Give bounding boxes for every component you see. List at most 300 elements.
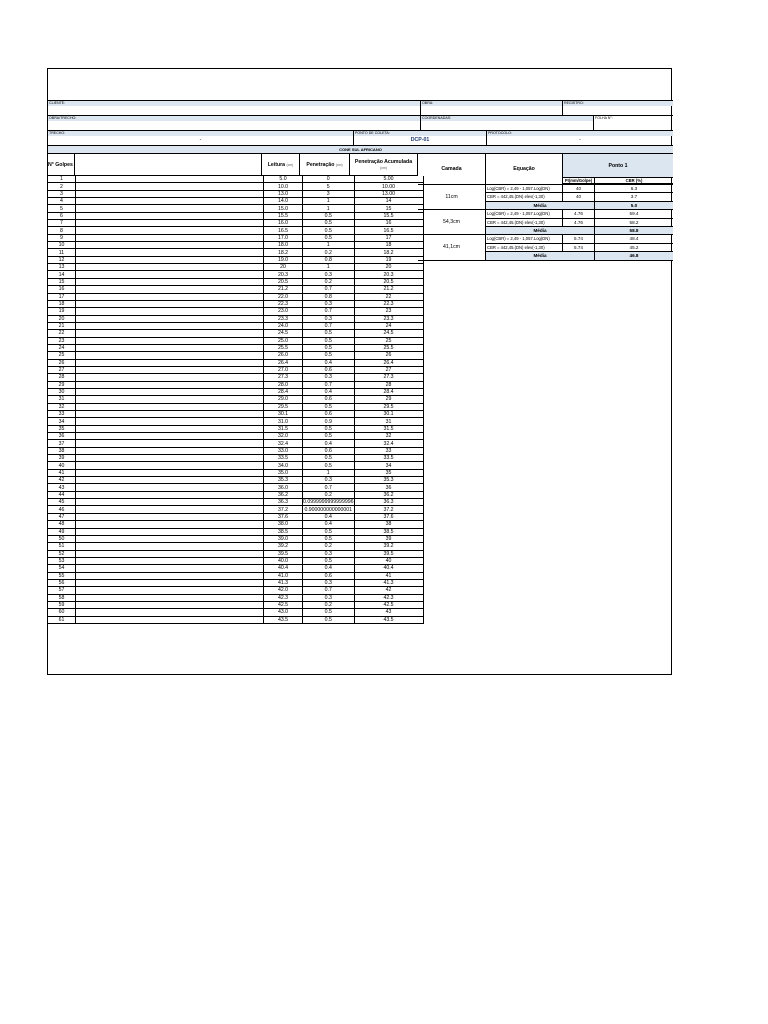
coordenadas-label: COORDENADAS: xyxy=(420,115,593,121)
acumulada-cell: 24.5 xyxy=(354,330,423,337)
leitura-cell: 24.5 xyxy=(264,330,303,337)
registro-label: REGISTRO: xyxy=(562,100,673,106)
leitura-cell: 36.2 xyxy=(264,491,303,498)
acumulada-cell: 18.2 xyxy=(354,249,423,256)
leitura-cell: 38.5 xyxy=(264,528,303,535)
penetracao-cell: 0.5 xyxy=(303,352,355,359)
golpes-cell: 25 xyxy=(48,352,76,359)
golpes-cell: 56 xyxy=(48,579,76,586)
golpes-cell: 30 xyxy=(48,388,76,395)
table-row xyxy=(48,499,423,506)
golpes-cell: 46 xyxy=(48,506,76,513)
golpes-cell: 39 xyxy=(48,455,76,462)
leitura-cell: 39.2 xyxy=(264,543,303,550)
acumulada-cell: 32 xyxy=(354,433,423,440)
golpes-cell: 42 xyxy=(48,477,76,484)
blank-cell xyxy=(76,256,264,263)
penetracao-cell: 0.4 xyxy=(303,565,355,572)
leitura-cell: 27.0 xyxy=(264,366,303,373)
table-row xyxy=(48,205,423,212)
blank-cell xyxy=(76,506,264,513)
col-acumulada-unit: (cm) xyxy=(380,166,387,170)
obra-value xyxy=(420,106,562,115)
golpes-cell: 7 xyxy=(48,220,76,227)
acumulada-cell: 16 xyxy=(354,220,423,227)
leitura-cell: 42.0 xyxy=(264,587,303,594)
golpes-cell: 4 xyxy=(48,198,76,205)
acumulada-cell: 34 xyxy=(354,462,423,469)
acumulada-cell: 28.4 xyxy=(354,388,423,395)
penetracao-cell: 0.6 xyxy=(303,396,355,403)
blank-cell xyxy=(76,315,264,322)
table-row xyxy=(48,440,423,447)
golpes-cell: 48 xyxy=(48,521,76,528)
penetracao-cell: 0.7 xyxy=(303,322,355,329)
leitura-cell: 34.0 xyxy=(264,462,303,469)
penetracao-cell: 5 xyxy=(303,183,355,190)
acumulada-cell: 33.5 xyxy=(354,455,423,462)
acumulada-cell: 13.00 xyxy=(354,190,423,197)
table-row xyxy=(48,176,423,183)
golpes-cell: 41 xyxy=(48,469,76,476)
leitura-cell: 41.3 xyxy=(264,579,303,586)
blank-cell xyxy=(76,440,264,447)
golpes-cell: 52 xyxy=(48,550,76,557)
leitura-cell: 22.0 xyxy=(264,293,303,300)
acumulada-cell: 22.3 xyxy=(354,300,423,307)
golpes-cell: 45 xyxy=(48,499,76,506)
golpes-cell: 51 xyxy=(48,543,76,550)
section-title: CONE SUL AFRICANO xyxy=(48,145,673,154)
leitura-cell: 33.0 xyxy=(264,447,303,454)
acumulada-cell: 20.5 xyxy=(354,278,423,285)
penetracao-cell: 1 xyxy=(303,469,355,476)
penetracao-cell: 0.7 xyxy=(303,381,355,388)
col-penetracao xyxy=(300,154,350,176)
golpes-cell: 2 xyxy=(48,183,76,190)
acumulada-cell: 20 xyxy=(354,264,423,271)
penetracao-cell: 0.0999999999999996 xyxy=(303,499,354,506)
penetration-table xyxy=(48,176,424,624)
acumulada-cell: 43 xyxy=(354,609,423,616)
golpes-cell: 58 xyxy=(48,594,76,601)
acumulada-cell: 16.5 xyxy=(354,227,423,234)
penetracao-cell: 1 xyxy=(303,242,355,249)
col-pi: PI(mm/Golpe) xyxy=(563,178,595,184)
blank-cell xyxy=(76,308,264,315)
penetracao-cell: 0.5 xyxy=(303,609,355,616)
col-penetracao-text: Penetração xyxy=(306,162,335,168)
leitura-cell: 23.0 xyxy=(264,308,303,315)
penetracao-cell: 0.4 xyxy=(303,359,355,366)
penetracao-cell: 0.5 xyxy=(303,227,355,234)
table-row xyxy=(48,557,423,564)
acumulada-cell: 23.3 xyxy=(354,315,423,322)
blank-cell xyxy=(76,462,264,469)
penetracao-cell: 0.3 xyxy=(303,477,355,484)
penetracao-cell: 0.5 xyxy=(303,535,355,542)
penetracao-cell: 0.7 xyxy=(303,286,355,293)
penetracao-cell: 0.6 xyxy=(303,411,355,418)
blank-cell xyxy=(76,477,264,484)
blank-cell xyxy=(76,374,264,381)
table-row xyxy=(48,550,423,557)
leitura-cell: 31.5 xyxy=(264,425,303,432)
penetracao-cell: 0 xyxy=(303,176,355,183)
protocolo-value: - xyxy=(486,136,673,145)
acumulada-cell: 36.2 xyxy=(354,491,423,498)
penetracao-cell: 0.5 xyxy=(303,425,355,432)
penetracao-cell: 0.2 xyxy=(303,543,355,550)
table-row xyxy=(48,190,423,197)
blank-cell xyxy=(76,484,264,491)
blank-cell xyxy=(76,455,264,462)
leitura-cell: 17.0 xyxy=(264,234,303,241)
acumulada-cell: 37.2 xyxy=(354,506,423,513)
table-row xyxy=(48,579,423,586)
leitura-cell: 30.1 xyxy=(264,411,303,418)
blank-cell xyxy=(76,601,264,608)
golpes-cell: 40 xyxy=(48,462,76,469)
equation-cell: CBR = 442,45.(DN) elev(-1,30) xyxy=(486,244,563,252)
table-row xyxy=(48,447,423,454)
table-row xyxy=(48,565,423,572)
blank-cell xyxy=(76,528,264,535)
title-area xyxy=(48,69,673,100)
cliente-label: CLIENTE: xyxy=(48,100,420,106)
golpes-cell: 34 xyxy=(48,418,76,425)
penetracao-cell: 0.5 xyxy=(303,337,355,344)
acumulada-cell: 36.3 xyxy=(354,499,423,506)
leitura-cell: 20 xyxy=(264,264,303,271)
cbr-cell: 58.2 xyxy=(595,219,673,227)
table-row xyxy=(48,337,423,344)
leitura-cell: 16.5 xyxy=(264,227,303,234)
leitura-cell: 28.4 xyxy=(264,388,303,395)
table-row xyxy=(48,271,423,278)
penetracao-cell: 0.6 xyxy=(303,447,355,454)
cbr-cell: 48.4 xyxy=(595,235,673,243)
penetracao-cell: 1 xyxy=(303,205,355,212)
equation-cell: Log(CBR) = 2,49 - 1,057.Log(DN) xyxy=(486,210,563,218)
acumulada-cell: 41.3 xyxy=(354,579,423,586)
blank-cell xyxy=(76,198,264,205)
leitura-cell: 25.5 xyxy=(264,344,303,351)
golpes-cell: 47 xyxy=(48,513,76,520)
penetracao-cell: 0.3 xyxy=(303,374,355,381)
blank-cell xyxy=(76,594,264,601)
blank-cell xyxy=(76,344,264,351)
leitura-cell: 36.3 xyxy=(264,499,303,506)
acumulada-cell: 42.3 xyxy=(354,594,423,601)
penetracao-cell: 0.5 xyxy=(303,330,355,337)
folha-value xyxy=(593,121,673,130)
penetracao-cell: 1 xyxy=(303,198,355,205)
acumulada-cell: 5.00 xyxy=(354,176,423,183)
penetracao-cell: 0.5 xyxy=(303,528,355,535)
golpes-cell: 13 xyxy=(48,264,76,271)
leitura-cell: 43.5 xyxy=(264,616,303,623)
golpes-cell: 35 xyxy=(48,425,76,432)
acumulada-cell: 25.5 xyxy=(354,344,423,351)
penetracao-cell: 0.7 xyxy=(303,308,355,315)
table-row xyxy=(48,601,423,608)
report-sheet xyxy=(47,68,672,675)
leitura-cell: 15.5 xyxy=(264,212,303,219)
acumulada-cell: 25 xyxy=(354,337,423,344)
table-row xyxy=(48,425,423,432)
col-equacao: Equação xyxy=(486,154,563,184)
coordenadas-value xyxy=(420,121,593,130)
table-row xyxy=(48,506,423,513)
leitura-cell: 23.3 xyxy=(264,315,303,322)
penetracao-cell: 0.4 xyxy=(303,521,355,528)
blank-cell xyxy=(76,278,264,285)
blank-cell xyxy=(76,264,264,271)
cbr-cell: 3.7 xyxy=(595,193,673,201)
table-row xyxy=(48,477,423,484)
blank-cell xyxy=(76,183,264,190)
acumulada-cell: 30.1 xyxy=(354,411,423,418)
blank-cell xyxy=(76,491,264,498)
media-label: Média xyxy=(486,227,595,235)
col-ponto: Ponto 1 xyxy=(563,154,673,178)
acumulada-cell: 39.2 xyxy=(354,543,423,550)
penetracao-cell: 0.5 xyxy=(303,403,355,410)
blank-cell xyxy=(76,425,264,432)
penetracao-cell: 0.2 xyxy=(303,249,355,256)
folha-label: FOLHA N°: xyxy=(593,115,673,121)
blank-cell xyxy=(76,550,264,557)
protocolo-label: PROTOCOLO: xyxy=(486,130,673,136)
golpes-cell: 32 xyxy=(48,403,76,410)
acumulada-cell: 24 xyxy=(354,322,423,329)
penetracao-cell: 1 xyxy=(303,264,355,271)
acumulada-cell: 39.5 xyxy=(354,550,423,557)
leitura-cell: 5.0 xyxy=(264,176,303,183)
leitura-cell: 35.0 xyxy=(264,469,303,476)
penetracao-cell: 0.5 xyxy=(303,455,355,462)
cbr-cell: 45.2 xyxy=(595,244,673,252)
leitura-cell: 42.3 xyxy=(264,594,303,601)
leitura-cell: 28.0 xyxy=(264,381,303,388)
leitura-cell: 32.0 xyxy=(264,433,303,440)
leitura-cell: 18.0 xyxy=(264,242,303,249)
blank-cell xyxy=(76,557,264,564)
table-row xyxy=(48,227,423,234)
acumulada-cell: 39 xyxy=(354,535,423,542)
golpes-cell: 57 xyxy=(48,587,76,594)
golpes-cell: 26 xyxy=(48,359,76,366)
leitura-cell: 20.5 xyxy=(264,278,303,285)
acumulada-cell: 10.00 xyxy=(354,183,423,190)
blank-cell xyxy=(76,176,264,183)
leitura-cell: 37.2 xyxy=(264,506,303,513)
acumulada-cell: 42.5 xyxy=(354,601,423,608)
table-row xyxy=(48,469,423,476)
golpes-cell: 43 xyxy=(48,484,76,491)
blank-cell xyxy=(76,587,264,594)
table-row xyxy=(48,491,423,498)
leitura-cell: 40.4 xyxy=(264,565,303,572)
penetracao-cell: 0.8 xyxy=(303,256,355,263)
leitura-cell: 40.0 xyxy=(264,557,303,564)
blank-cell xyxy=(76,220,264,227)
table-row xyxy=(48,381,423,388)
penetracao-cell: 0.900000000000001 xyxy=(304,506,353,513)
golpes-cell: 60 xyxy=(48,609,76,616)
golpes-cell: 44 xyxy=(48,491,76,498)
golpes-cell: 33 xyxy=(48,411,76,418)
acumulada-cell: 41 xyxy=(354,572,423,579)
golpes-cell: 23 xyxy=(48,337,76,344)
table-row xyxy=(48,609,423,616)
leitura-cell: 22.3 xyxy=(264,300,303,307)
pi-cell: 40 xyxy=(563,193,595,201)
acumulada-cell: 31.5 xyxy=(354,425,423,432)
blank-cell xyxy=(76,469,264,476)
acumulada-cell: 33 xyxy=(354,447,423,454)
blank-cell xyxy=(76,433,264,440)
table-row xyxy=(48,352,423,359)
table-row xyxy=(48,293,423,300)
col-acumulada xyxy=(350,154,418,176)
leitura-cell: 15.0 xyxy=(264,205,303,212)
golpes-cell: 8 xyxy=(48,227,76,234)
golpes-cell: 29 xyxy=(48,381,76,388)
acumulada-cell: 27 xyxy=(354,366,423,373)
blank-cell xyxy=(76,403,264,410)
blank-cell xyxy=(76,565,264,572)
golpes-cell: 55 xyxy=(48,572,76,579)
table-row xyxy=(48,594,423,601)
leitura-cell: 29.0 xyxy=(264,396,303,403)
golpes-cell: 31 xyxy=(48,396,76,403)
blank-cell xyxy=(76,271,264,278)
acumulada-cell: 40 xyxy=(354,557,423,564)
table-row xyxy=(48,212,423,219)
blank-cell xyxy=(76,499,264,506)
blank-cell xyxy=(76,513,264,520)
acumulada-cell: 22 xyxy=(354,293,423,300)
blank-cell xyxy=(76,249,264,256)
trecho2-value: - xyxy=(199,137,202,143)
layers-block xyxy=(418,184,673,260)
blank-cell xyxy=(76,418,264,425)
equation-cell: CBR = 442,45.(DN) elev(-1,30) xyxy=(486,193,563,201)
blank-cell xyxy=(76,300,264,307)
blank-cell xyxy=(76,212,264,219)
table-row xyxy=(48,418,423,425)
blank-cell xyxy=(76,396,264,403)
golpes-cell: 24 xyxy=(48,344,76,351)
acumulada-cell: 19 xyxy=(354,256,423,263)
media-label: Média xyxy=(486,252,595,260)
acumulada-cell: 37.6 xyxy=(354,513,423,520)
leitura-cell: 31.0 xyxy=(264,418,303,425)
leitura-cell: 24.0 xyxy=(264,322,303,329)
leitura-cell: 10.0 xyxy=(264,183,303,190)
table-row xyxy=(48,322,423,329)
leitura-cell: 21.2 xyxy=(264,286,303,293)
table-row xyxy=(48,543,423,550)
blank-cell xyxy=(76,579,264,586)
golpes-cell: 6 xyxy=(48,212,76,219)
golpes-cell: 54 xyxy=(48,565,76,572)
acumulada-cell: 21.2 xyxy=(354,286,423,293)
blank-cell xyxy=(76,521,264,528)
cbr-cell: 6.3 xyxy=(595,185,673,193)
acumulada-cell: 29.5 xyxy=(354,403,423,410)
blank-cell xyxy=(76,227,264,234)
golpes-cell: 21 xyxy=(48,322,76,329)
penetracao-cell: 0.3 xyxy=(303,271,355,278)
penetracao-cell: 0.5 xyxy=(303,557,355,564)
blank-cell xyxy=(76,381,264,388)
penetracao-cell: 0.5 xyxy=(303,220,355,227)
col-acumulada-text: Penetração Acumulada xyxy=(354,159,413,165)
acumulada-cell: 14 xyxy=(354,198,423,205)
equation-cell: CBR = 442,45.(DN) elev(-1,30) xyxy=(486,219,563,227)
col-penetracao-unit: (cm) xyxy=(335,163,343,167)
acumulada-cell: 42 xyxy=(354,587,423,594)
golpes-cell: 61 xyxy=(48,616,76,623)
pi-cell: 5.74 xyxy=(563,244,595,252)
penetracao-cell: 0.3 xyxy=(303,579,355,586)
penetracao-cell: 0.3 xyxy=(303,550,355,557)
camada-cell: 11cm xyxy=(418,185,486,210)
penetracao-cell: 0.5 xyxy=(303,433,355,440)
table-row xyxy=(48,242,423,249)
table-row xyxy=(48,330,423,337)
col-cbr: CBR (%) xyxy=(595,178,673,184)
media-value: 58.8 xyxy=(595,227,673,235)
leitura-cell: 29.5 xyxy=(264,403,303,410)
golpes-cell: 1 xyxy=(48,176,76,183)
table-row xyxy=(48,528,423,535)
leitura-cell: 18.2 xyxy=(264,249,303,256)
blank-cell xyxy=(76,286,264,293)
acumulada-cell: 17 xyxy=(354,234,423,241)
penetracao-cell: 0.7 xyxy=(303,484,355,491)
acumulada-cell: 35 xyxy=(354,469,423,476)
col-golpes: N° Golpes xyxy=(48,154,75,176)
leitura-cell: 39.0 xyxy=(264,535,303,542)
acumulada-cell: 29 xyxy=(354,396,423,403)
blank-cell xyxy=(76,543,264,550)
golpes-cell: 9 xyxy=(48,234,76,241)
penetracao-cell: 0.9 xyxy=(303,418,355,425)
table-row xyxy=(48,249,423,256)
golpes-cell: 15 xyxy=(48,278,76,285)
table-row xyxy=(48,344,423,351)
obra-label: OBRA: xyxy=(420,100,562,106)
leitura-cell: 26.0 xyxy=(264,352,303,359)
blank-cell xyxy=(76,359,264,366)
golpes-cell: 19 xyxy=(48,308,76,315)
golpes-cell: 18 xyxy=(48,300,76,307)
table-row xyxy=(48,359,423,366)
leitura-cell: 35.3 xyxy=(264,477,303,484)
blank-cell xyxy=(76,337,264,344)
table-row xyxy=(48,535,423,542)
table-row xyxy=(48,403,423,410)
leitura-cell: 19.0 xyxy=(264,256,303,263)
golpes-cell: 12 xyxy=(48,256,76,263)
leitura-cell: 25.0 xyxy=(264,337,303,344)
acumulada-cell: 26.4 xyxy=(354,359,423,366)
table-row xyxy=(48,388,423,395)
